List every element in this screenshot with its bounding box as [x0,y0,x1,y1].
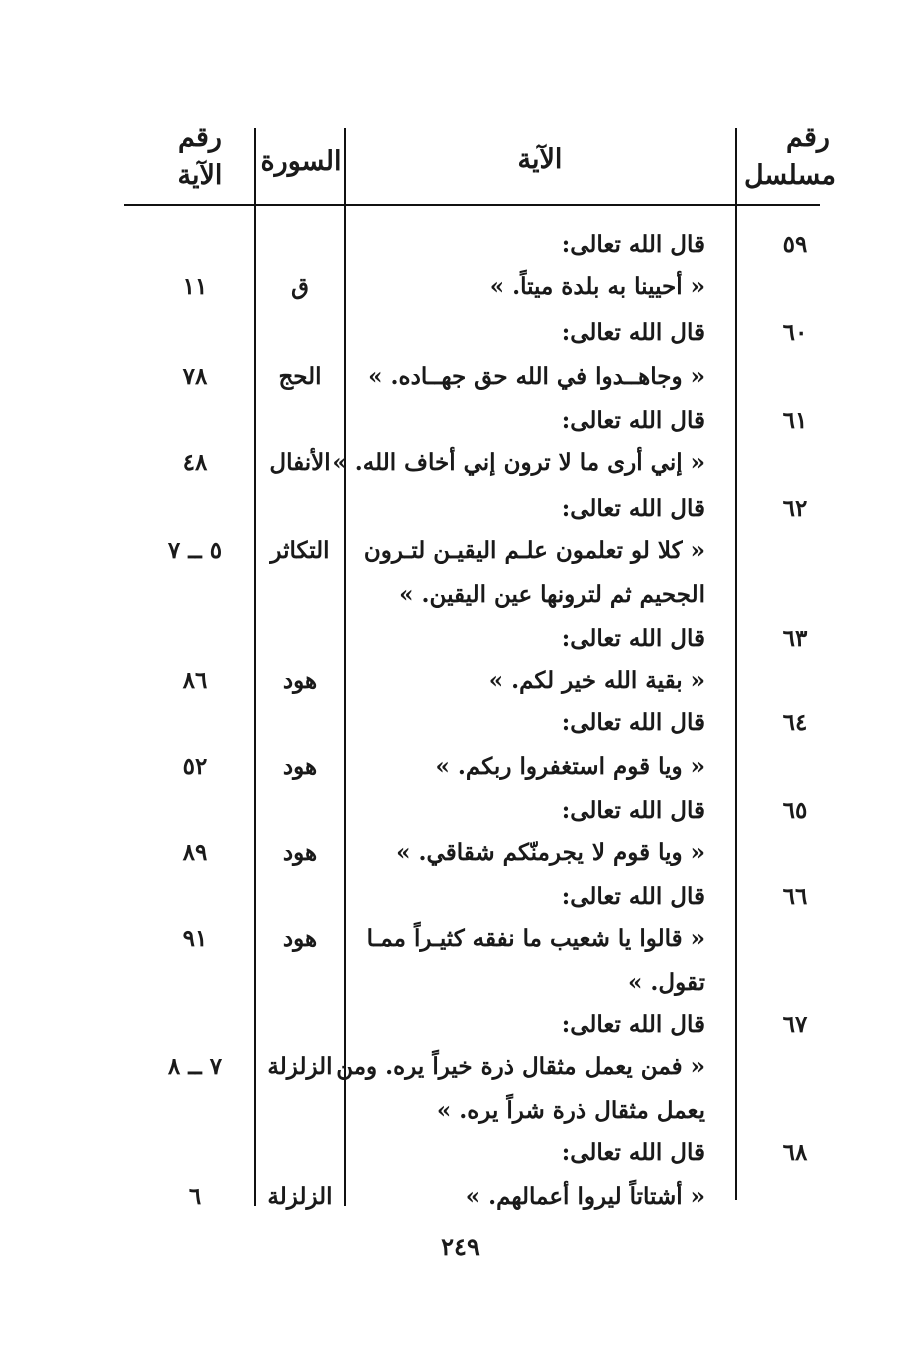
verse-text: « أحيينا به بلدة ميتاً. » [489,273,705,300]
verse-intro: قال الله تعالى: [561,1011,705,1038]
verse-intro: قال الله تعالى: [561,231,705,258]
verse-text: « كلا لو تعلمون علـم اليقيـن لتـرون [363,537,705,564]
serial-number: ٥٩ [782,231,808,258]
header-verse-number-line1: رقم [178,122,222,153]
surah-name: الزلزلة [267,1183,333,1210]
verse-number: ٨٩ [182,839,208,866]
column-separator-serial [735,128,737,1200]
surah-name: هود [282,925,318,952]
serial-number: ٦٦ [782,883,808,910]
serial-number: ٦٧ [782,1011,808,1038]
surah-name: التكاثر [270,537,330,564]
verse-text: « ويا قوم استغفروا ربكم. » [435,753,705,780]
verse-intro: قال الله تعالى: [561,1139,705,1166]
surah-name: الزلزلة [267,1053,333,1080]
surah-name: ق [291,273,309,300]
verse-intro: قال الله تعالى: [561,495,705,522]
serial-number: ٦٢ [782,495,808,522]
verse-text: تقول. » [627,969,705,996]
verse-number: ٤٨ [182,449,208,476]
verse-number: ١١ [182,273,208,300]
verse-number: ٦ [188,1183,202,1210]
verse-intro: قال الله تعالى: [561,797,705,824]
verse-text: « أشتاتاً ليروا أعمالهم. » [465,1183,705,1210]
serial-number: ٦٤ [782,709,808,736]
verse-intro: قال الله تعالى: [561,883,705,910]
verse-number: ٨٦ [182,667,208,694]
verse-text: « قالوا يا شعيب ما نفقه كثيـراً ممـا [366,925,705,952]
surah-name: هود [282,753,318,780]
header-verse: الآية [517,144,563,175]
serial-number: ٦١ [782,407,808,434]
surah-name: الأنفال [269,449,331,476]
header-serial-line1: رقم [786,122,830,153]
verse-number: ٧٨ [182,363,208,390]
verse-text: الجحيم ثم لترونها عين اليقين. » [399,581,705,608]
serial-number: ٦٥ [782,797,808,824]
surah-name: هود [282,667,318,694]
header-rule [124,204,820,206]
verse-intro: قال الله تعالى: [561,407,705,434]
verse-text: « بقية الله خير لكم. » [488,667,705,694]
header-surah: السورة [260,146,342,177]
header-verse-number-line2: الآية [177,160,223,191]
verse-number: ٩١ [182,925,208,952]
surah-name: الحج [278,363,322,390]
serial-number: ٦٨ [782,1139,808,1166]
verse-text: « فمن يعمل مثقال ذرة خيراً يره. ومن [336,1053,705,1080]
verse-intro: قال الله تعالى: [561,319,705,346]
verse-text: يعمل مثقال ذرة شراً يره. » [436,1097,705,1124]
verse-number: ٥ ــ ٧ [167,537,223,564]
serial-number: ٦٠ [782,319,808,346]
verse-text: « ويا قوم لا يجرمنّكم شقاقي. » [396,839,705,866]
verse-text: « إني أرى ما لا ترون إني أخاف الله. » [332,449,705,476]
column-separator-verse [344,128,346,1206]
verse-intro: قال الله تعالى: [561,625,705,652]
surah-name: هود [282,839,318,866]
verse-number: ٥٢ [182,753,208,780]
page-number: ٢٤٩ [441,1232,480,1261]
verse-intro: قال الله تعالى: [561,709,705,736]
serial-number: ٦٣ [782,625,808,652]
verse-text: « وجاهــدوا في الله حق جهــاده. » [368,363,705,390]
column-separator-surah [254,128,256,1206]
header-serial-line2: مسلسل [743,160,837,191]
verse-number: ٧ ــ ٨ [167,1053,223,1080]
